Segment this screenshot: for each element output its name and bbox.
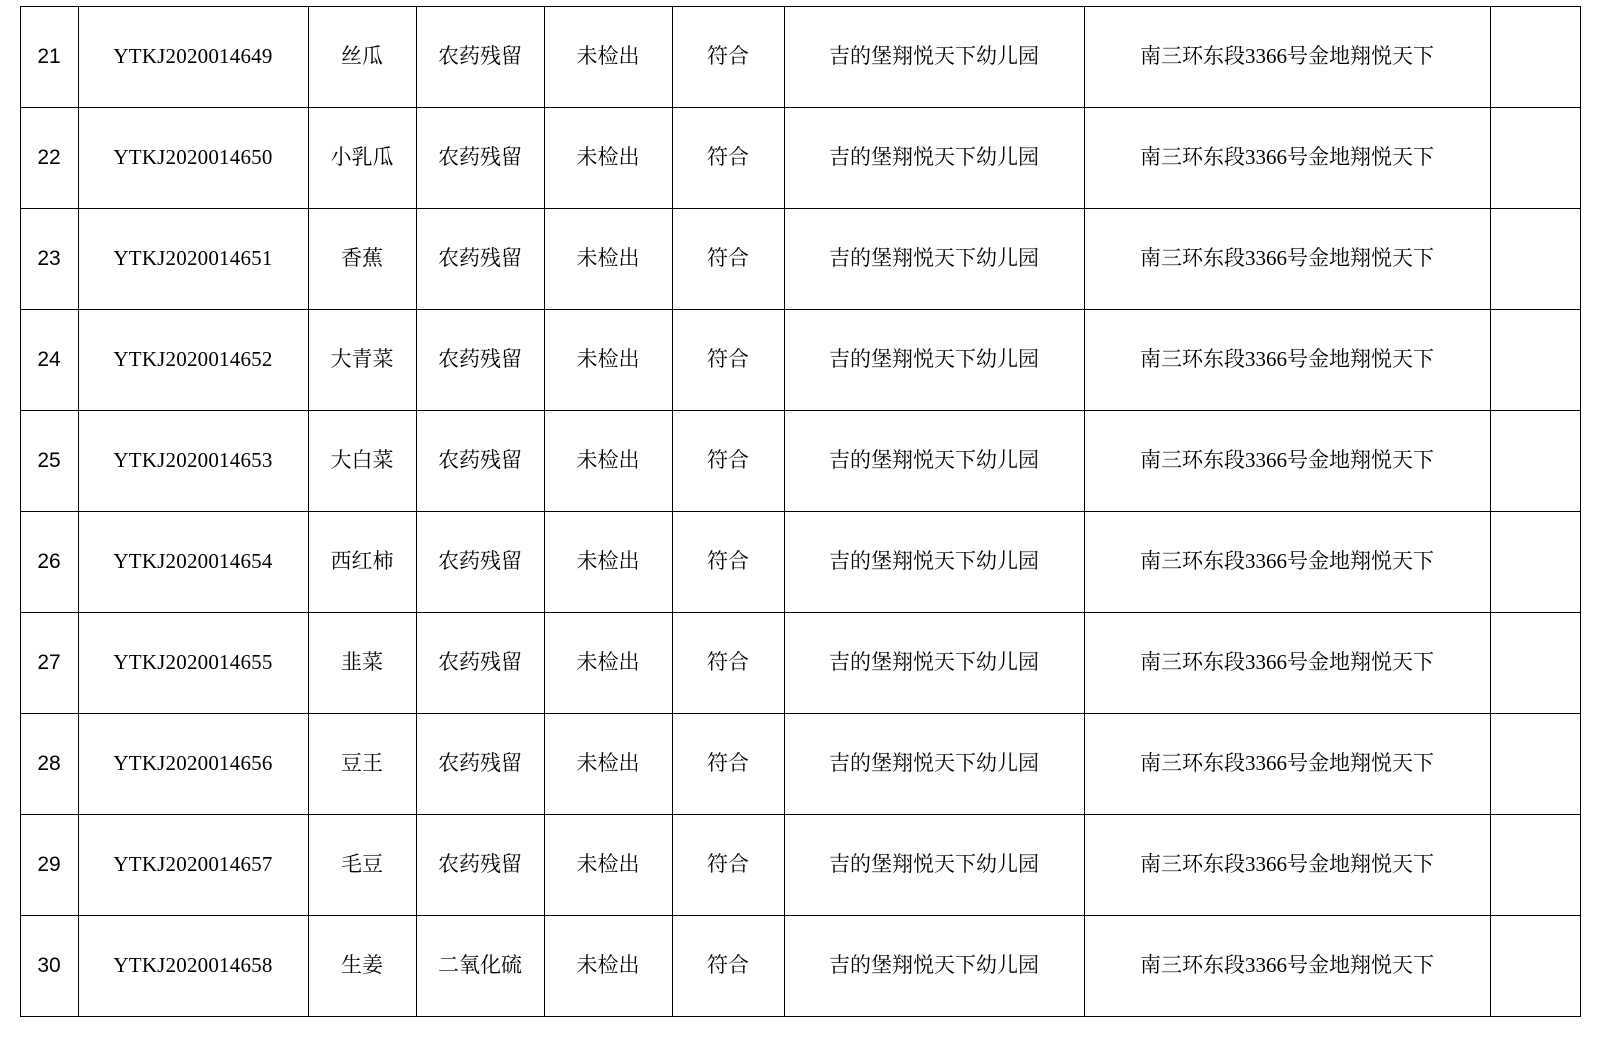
cell-test-item: 农药残留: [416, 310, 544, 411]
cell-address: 南三环东段3366号金地翔悦天下: [1084, 613, 1490, 714]
cell-address: 南三环东段3366号金地翔悦天下: [1084, 815, 1490, 916]
cell-sample-name: 韭菜: [308, 613, 416, 714]
table-row: [20, 512, 1580, 613]
table-row: [20, 310, 1580, 411]
cell-test-item: 农药残留: [416, 209, 544, 310]
cell-inspected-unit: 吉的堡翔悦天下幼儿园: [784, 613, 1084, 714]
cell-address: 南三环东段3366号金地翔悦天下: [1084, 7, 1490, 108]
cell-test-result: 未检出: [544, 714, 672, 815]
cell-sample-name: 大青菜: [308, 310, 416, 411]
cell-index: 21: [20, 7, 78, 108]
cell-sample-name: 豆王: [308, 714, 416, 815]
cell-remark: [1490, 411, 1580, 512]
cell-index: 23: [20, 209, 78, 310]
cell-verdict: 符合: [672, 512, 784, 613]
cell-remark: [1490, 209, 1580, 310]
cell-inspected-unit: 吉的堡翔悦天下幼儿园: [784, 108, 1084, 209]
cell-test-item: 二氧化硫: [416, 916, 544, 1017]
cell-index: 24: [20, 310, 78, 411]
cell-remark: [1490, 310, 1580, 411]
cell-test-result: 未检出: [544, 108, 672, 209]
cell-test-item: 农药残留: [416, 108, 544, 209]
table-row: [20, 209, 1580, 310]
inspection-results-table: [20, 6, 1581, 1017]
cell-sample-code: YTKJ2020014658: [78, 916, 308, 1017]
cell-sample-code: YTKJ2020014650: [78, 108, 308, 209]
cell-address: 南三环东段3366号金地翔悦天下: [1084, 512, 1490, 613]
cell-remark: [1490, 108, 1580, 209]
table-row: [20, 411, 1580, 512]
cell-verdict: 符合: [672, 209, 784, 310]
cell-address: 南三环东段3366号金地翔悦天下: [1084, 209, 1490, 310]
cell-test-item: 农药残留: [416, 7, 544, 108]
cell-sample-name: 西红柿: [308, 512, 416, 613]
cell-test-result: 未检出: [544, 209, 672, 310]
cell-address: 南三环东段3366号金地翔悦天下: [1084, 310, 1490, 411]
cell-test-result: 未检出: [544, 916, 672, 1017]
cell-address: 南三环东段3366号金地翔悦天下: [1084, 714, 1490, 815]
cell-verdict: 符合: [672, 916, 784, 1017]
cell-address: 南三环东段3366号金地翔悦天下: [1084, 108, 1490, 209]
cell-verdict: 符合: [672, 714, 784, 815]
cell-sample-name: 生姜: [308, 916, 416, 1017]
table-row: [20, 815, 1580, 916]
cell-test-result: 未检出: [544, 815, 672, 916]
cell-sample-code: YTKJ2020014649: [78, 7, 308, 108]
cell-remark: [1490, 815, 1580, 916]
cell-remark: [1490, 512, 1580, 613]
cell-index: 22: [20, 108, 78, 209]
cell-inspected-unit: 吉的堡翔悦天下幼儿园: [784, 7, 1084, 108]
cell-inspected-unit: 吉的堡翔悦天下幼儿园: [784, 815, 1084, 916]
cell-sample-code: YTKJ2020014654: [78, 512, 308, 613]
cell-sample-name: 香蕉: [308, 209, 416, 310]
cell-remark: [1490, 7, 1580, 108]
table-row: [20, 7, 1580, 108]
cell-test-item: 农药残留: [416, 714, 544, 815]
cell-address: 南三环东段3366号金地翔悦天下: [1084, 916, 1490, 1017]
cell-test-result: 未检出: [544, 512, 672, 613]
table-row: [20, 714, 1580, 815]
cell-sample-code: YTKJ2020014652: [78, 310, 308, 411]
cell-index: 28: [20, 714, 78, 815]
cell-sample-name: 毛豆: [308, 815, 416, 916]
cell-verdict: 符合: [672, 310, 784, 411]
cell-verdict: 符合: [672, 613, 784, 714]
cell-index: 26: [20, 512, 78, 613]
cell-index: 27: [20, 613, 78, 714]
cell-inspected-unit: 吉的堡翔悦天下幼儿园: [784, 209, 1084, 310]
cell-inspected-unit: 吉的堡翔悦天下幼儿园: [784, 916, 1084, 1017]
cell-inspected-unit: 吉的堡翔悦天下幼儿园: [784, 310, 1084, 411]
cell-verdict: 符合: [672, 411, 784, 512]
cell-test-result: 未检出: [544, 411, 672, 512]
cell-index: 30: [20, 916, 78, 1017]
cell-remark: [1490, 714, 1580, 815]
cell-index: 25: [20, 411, 78, 512]
cell-verdict: 符合: [672, 108, 784, 209]
cell-inspected-unit: 吉的堡翔悦天下幼儿园: [784, 714, 1084, 815]
cell-verdict: 符合: [672, 815, 784, 916]
cell-test-item: 农药残留: [416, 411, 544, 512]
cell-index: 29: [20, 815, 78, 916]
cell-sample-code: YTKJ2020014651: [78, 209, 308, 310]
cell-address: 南三环东段3366号金地翔悦天下: [1084, 411, 1490, 512]
cell-test-result: 未检出: [544, 613, 672, 714]
table-row: [20, 916, 1580, 1017]
cell-remark: [1490, 916, 1580, 1017]
cell-remark: [1490, 613, 1580, 714]
cell-test-result: 未检出: [544, 310, 672, 411]
cell-test-item: 农药残留: [416, 512, 544, 613]
table-row: [20, 108, 1580, 209]
cell-inspected-unit: 吉的堡翔悦天下幼儿园: [784, 512, 1084, 613]
cell-test-item: 农药残留: [416, 613, 544, 714]
cell-test-item: 农药残留: [416, 815, 544, 916]
cell-inspected-unit: 吉的堡翔悦天下幼儿园: [784, 411, 1084, 512]
cell-sample-code: YTKJ2020014656: [78, 714, 308, 815]
cell-test-result: 未检出: [544, 7, 672, 108]
cell-sample-name: 大白菜: [308, 411, 416, 512]
table-body: [20, 7, 1580, 1017]
cell-sample-name: 小乳瓜: [308, 108, 416, 209]
cell-sample-name: 丝瓜: [308, 7, 416, 108]
cell-sample-code: YTKJ2020014657: [78, 815, 308, 916]
cell-sample-code: YTKJ2020014653: [78, 411, 308, 512]
table-row: [20, 613, 1580, 714]
cell-verdict: 符合: [672, 7, 784, 108]
cell-sample-code: YTKJ2020014655: [78, 613, 308, 714]
